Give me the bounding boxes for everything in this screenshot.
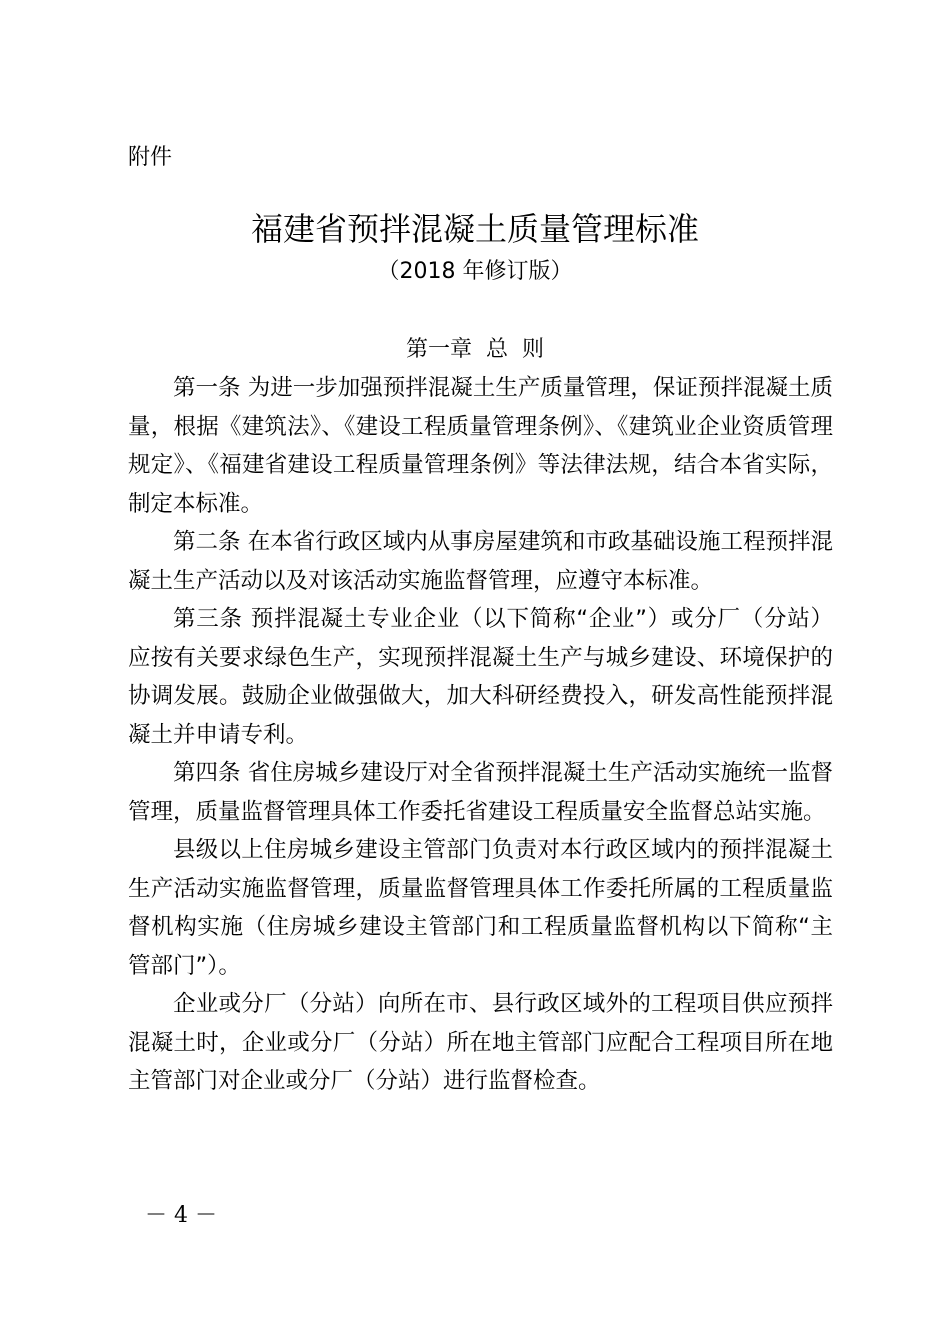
article-4-paragraph: 第四条 省住房城乡建设厅对全省预拌混凝土生产活动实施统一监督管理，质量监督管理具体工作委托省建设工程质量安全监督总站实施。 [128,760,833,825]
chapter-heading: 第一章 总 则 [406,337,544,362]
article-4-cross-region-paragraph: 企业或分厂（分站）向所在市、县行政区域外的工程项目供应预拌混凝土时，企业或分厂（分站）所在地主管部门应配合工程项目所在地主管部门对企业或分厂（分站）进行监督检查。 [128,991,833,1094]
article-2-paragraph: 第二条 在本省行政区域内从事房屋建筑和市政基础设施工程预拌混凝土生产活动以及对该活动实施监督管理，应遵守本标准。 [128,529,833,594]
document-title: 福建省预拌混凝土质量管理标准 [250,210,699,248]
article-3-paragraph: 第三条 预拌混凝土专业企业（以下简称“企业”）或分厂（分站）应按有关要求绿色生产，实现预拌混凝土生产与城乡建设、环境保护的协调发展。鼓励企业做强做大，加大科研经费投入，研发高性能预拌混凝土并申请专利。 [128,606,833,748]
document-subtitle: （2018 年修订版） [377,259,573,284]
page-number: － 4 － [145,1203,217,1228]
attachment-label: 附件 [128,145,173,170]
article-1-paragraph: 第一条 为进一步加强预拌混凝土生产质量管理，保证预拌混凝土质量，根据《建筑法》、《建设工程质量管理条例》、《建筑业企业资质管理规定》、《福建省建设工程质量管理条例》等法律法规，结合本省实际，制定本标准。 [128,375,833,517]
article-4-county-paragraph: 县级以上住房城乡建设主管部门负责对本行政区域内的预拌混凝土生产活动实施监督管理，质量监督管理具体工作委托所属的工程质量监督机构实施（住房城乡建设主管部门和工程质量监督机构以下简称“主管部门”）。 [128,837,833,979]
document-body [128,369,833,1101]
